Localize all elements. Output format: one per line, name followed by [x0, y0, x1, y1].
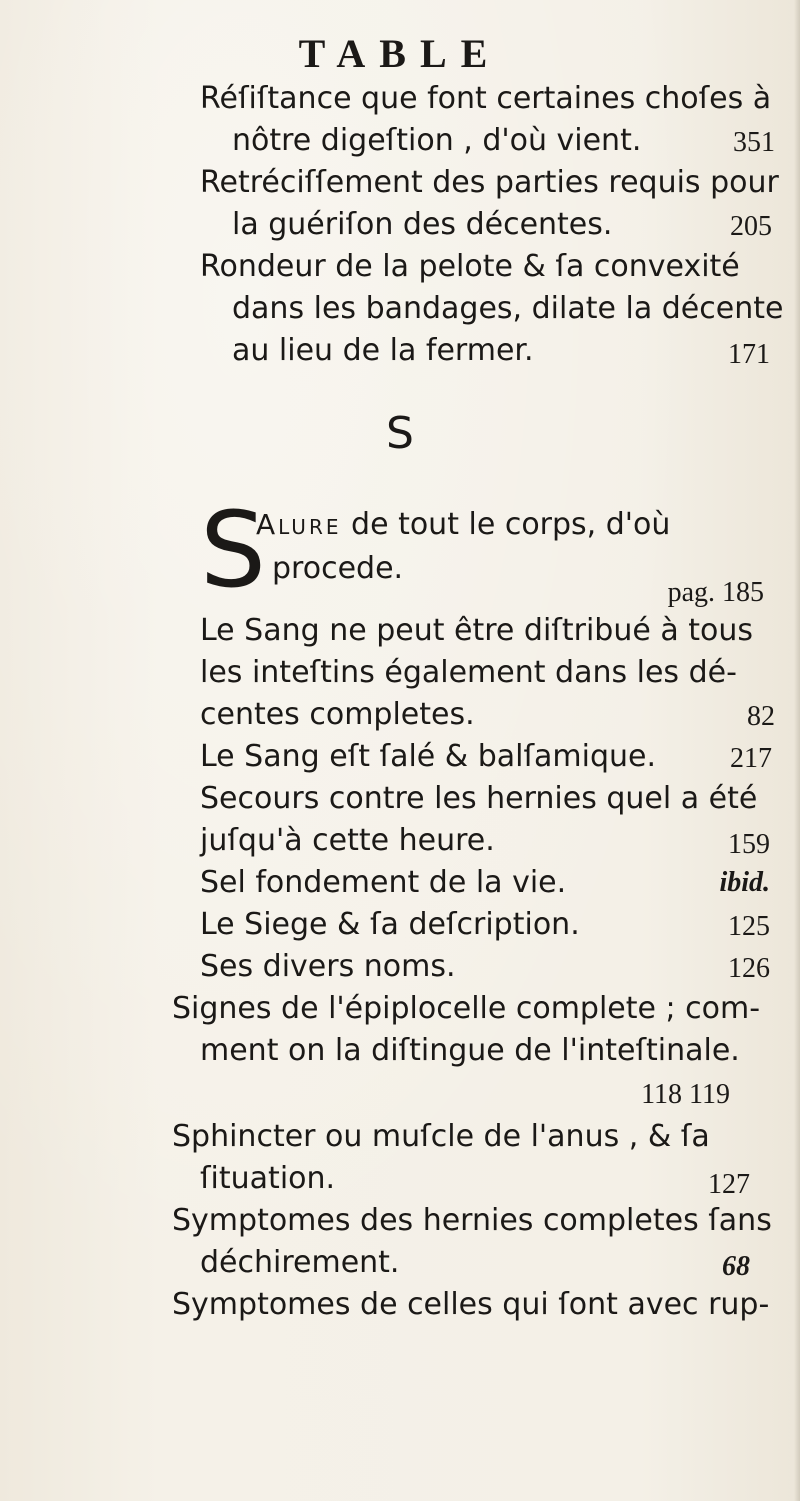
entry-page-number: 159: [728, 829, 770, 860]
entry-line: Sel fondement de la vie.: [200, 865, 567, 900]
entry-line: juſqu'à cette heure.: [200, 823, 495, 858]
entry-page-number: 125: [728, 911, 770, 942]
section-letter: S: [386, 408, 414, 459]
entry-page-number: 68: [722, 1251, 750, 1282]
entry-page-number: 217: [730, 743, 772, 774]
entry-line: Symptomes de celles qui ſont avec rup-: [172, 1287, 770, 1322]
entry-page-number: pag. 185: [667, 577, 764, 608]
entry-page-number: 171: [728, 339, 770, 370]
entry-page-number: 127: [708, 1169, 750, 1200]
entry-page-number: 351: [733, 127, 775, 158]
entry-line: ment on la diſtingue de l'inteſtinale.: [200, 1033, 740, 1068]
entry-line: Rondeur de la pelote & ſa convexité: [200, 249, 740, 284]
entry-line: Sphincter ou muſcle de l'anus , & ſa: [172, 1119, 710, 1154]
section-second-line: procede.: [272, 551, 404, 586]
entry-line: Symptomes des hernies completes ſans: [172, 1203, 772, 1238]
entry-page-number: 126: [728, 953, 770, 984]
entry-line: centes completes.: [200, 697, 475, 732]
entry-line: Secours contre les hernies quel a été: [200, 781, 758, 816]
page-header: TABLE: [298, 31, 502, 76]
entry-line: Le Siege & ſa deſcription.: [200, 907, 580, 942]
entry-line: nôtre digeſtion , d'où vient.: [232, 123, 642, 158]
entry-page-number: 118 119: [641, 1079, 730, 1110]
entry-line: la guériſon des décentes.: [232, 207, 613, 242]
entry-line: Le Sang eſt ſalé & balſamique.: [200, 739, 657, 774]
entry-page-number: 82: [747, 701, 775, 732]
section-first-line-rest: de tout le corps, d'où: [351, 507, 671, 542]
page-edge-shadow: [794, 0, 800, 1501]
entry-line: Ses divers noms.: [200, 949, 456, 984]
entry-line: déchirement.: [200, 1245, 400, 1280]
entry-line: Retréciſſement des parties requis pour: [200, 165, 779, 200]
entry-line: dans les bandages, dilate la décente: [232, 291, 784, 326]
entry-line: au lieu de la fermer.: [232, 333, 534, 368]
entry-line: Le Sang ne peut être diſtribué à tous: [200, 613, 754, 648]
entry-line: les inteſtins également dans les dé-: [200, 655, 737, 690]
drop-cap-letter: S: [200, 489, 267, 611]
entry-line: Réſiſtance que font certaines choſes à: [200, 81, 772, 116]
entry-page-number: ibid.: [719, 867, 770, 898]
section-first-line: [256, 504, 670, 546]
section-first-word: Alure: [256, 508, 342, 541]
entry-page-number: 205: [730, 211, 772, 242]
entry-line: ſituation.: [200, 1161, 336, 1196]
entry-line: Signes de l'épiplocelle complete ; com-: [172, 991, 761, 1026]
